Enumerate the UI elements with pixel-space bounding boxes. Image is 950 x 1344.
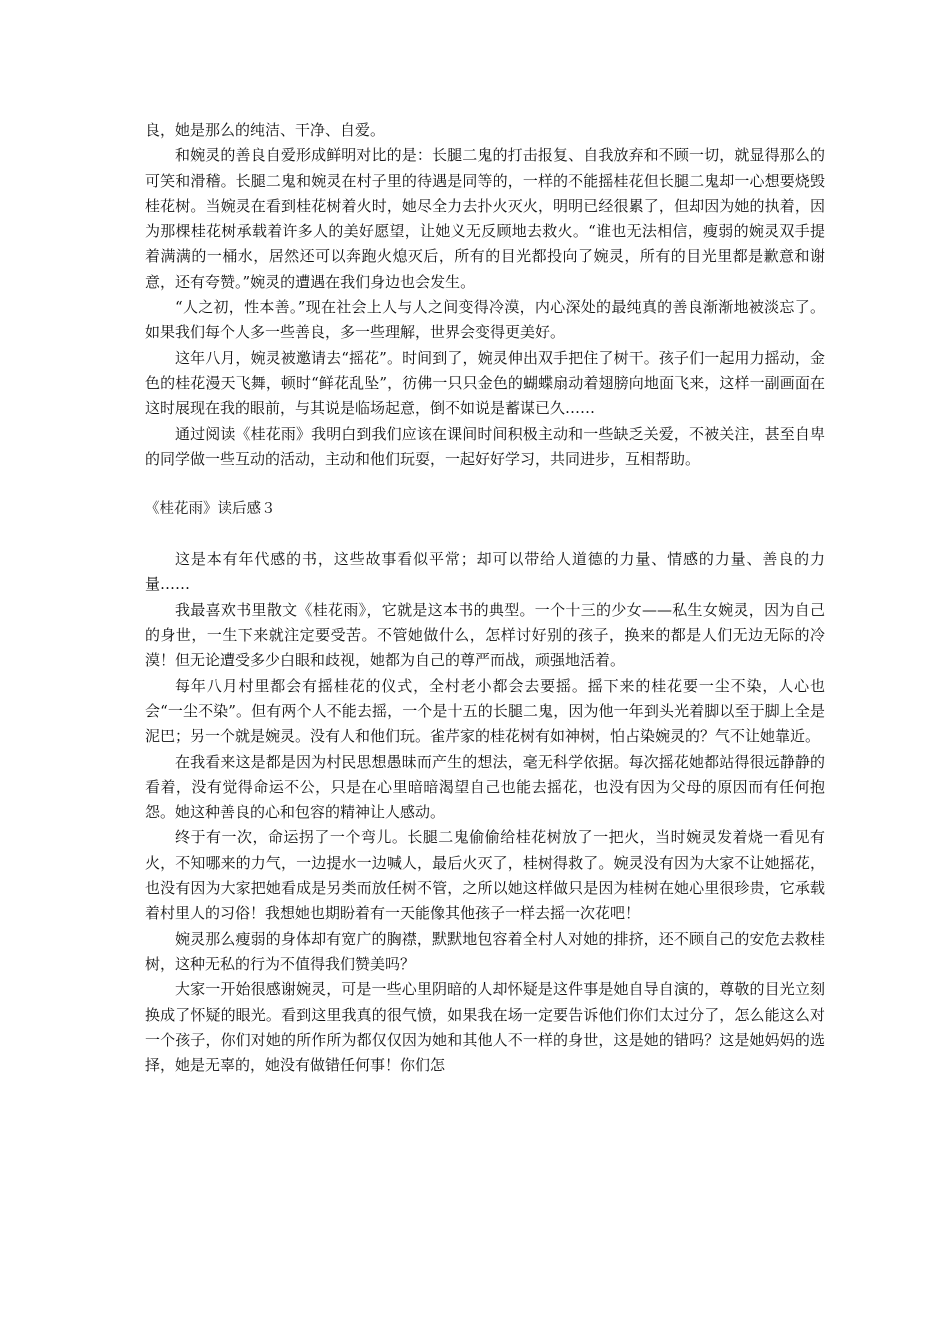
- paragraph: 在我看来这是都是因为村民思想愚昧而产生的想法，毫无科学依据。每次摇花她都站得很远静静的看着，没有觉得命运不公，只是在心里暗暗渴望自己也能去摇花，也没有因为父母的原因而有任何抱怨。她这种善良的心和包容的精神让人感动。: [145, 752, 825, 822]
- document-page: [145, 118, 825, 1078]
- paragraph: 良，她是那么的纯洁、干净、自爱。: [145, 121, 386, 139]
- paragraph: 这是本有年代感的书，这些故事看似平常；却可以带给人道德的力量、情感的力量、善良的力量……: [145, 550, 825, 594]
- paragraph: 大家一开始很感谢婉灵，可是一些心里阴暗的人却怀疑是这件事是她自导自演的，尊敬的目光立刻换成了怀疑的眼光。看到这里我真的很气愤，如果我在场一定要告诉他们你们太过分了，怎么能这么对一个孩子，你们对她的所作所为都仅仅因为她和其他人不一样的身世，这是她的错吗？这是她妈妈的选择，她是无辜的，她没有做错任何事！你们怎: [145, 980, 825, 1075]
- paragraph: 这年八月，婉灵被邀请去“摇花”。时间到了，婉灵伸出双手把住了树干。孩子们一起用力摇动，金色的桂花漫天飞舞，顿时“鲜花乱坠”，彷佛一只只金色的蝴蝶扇动着翅膀向地面飞来，这样一副画面在这时展现在我的眼前，与其说是临场起意，倒不如说是蓄谋已久……: [145, 348, 825, 418]
- paragraph: 通过阅读《桂花雨》我明白到我们应该在课间时间积极主动和一些缺乏关爱，不被关注，甚至自卑的同学做一些互动的活动，主动和他们玩耍，一起好好学习，共同进步，互相帮助。: [145, 424, 825, 468]
- paragraph: 终于有一次，命运拐了一个弯儿。长腿二鬼偷偷给桂花树放了一把火，当时婉灵发着烧一看见有火，不知哪来的力气，一边提水一边喊人，最后火灭了，桂树得救了。婉灵没有因为大家不让她摇花，也没有因为大家把她看成是另类而放任树不管，之所以她这样做只是因为桂树在她心里很珍贵，它承载着村里人的习俗！我想她也期盼着有一天能像其他孩子一样去摇一次花吧！: [145, 828, 825, 923]
- paragraph: “人之初，性本善。”现在社会上人与人之间变得冷漠，内心深处的最纯真的善良渐渐地被淡忘了。如果我们每个人多一些善良，多一些理解，世界会变得更美好。: [145, 298, 825, 342]
- paragraph: 我最喜欢书里散文《桂花雨》，它就是这本书的典型。一个十三的少女——私生女婉灵，因为自己的身世，一生下来就注定要受苦。不管她做什么，怎样讨好别的孩子，换来的都是人们无边无际的冷漠！但无论遭受多少白眼和歧视，她都为自己的尊严而战，顽强地活着。: [145, 600, 825, 670]
- paragraph: 和婉灵的善良自爱形成鲜明对比的是：长腿二鬼的打击报复、自我放弃和不顾一切，就显得那么的可笑和滑稽。长腿二鬼和婉灵在村子里的待遇是同等的，一样的不能摇桂花但长腿二鬼却一心想要烧毁桂花树。当婉灵在看到桂花树着火时，她尽全力去扑火灭火，明明已经很累了，但却因为她的执着，因为那棵桂花树承载着许多人的美好愿望，让她义无反顾地去救火。“谁也无法相信，瘦弱的婉灵双手提着满满的一桶水，居然还可以奔跑火熄灭后，所有的目光都投向了婉灵，所有的目光里都是歉意和谢意，还有夸赞。”婉灵的遭遇在我们身边也会发生。: [145, 146, 825, 291]
- paragraph: 每年八月村里都会有摇桂花的仪式，全村老小都会去要摇。摇下来的桂花要一尘不染，人心也会“一尘不染”。但有两个人不能去摇，一个是十五的长腿二鬼，因为他一年到头光着脚以至于脚上全是泥巴；另一个就是婉灵。没有人和他们玩。雀芹家的桂花树有如神树，怕占染婉灵的？气不让她靠近。: [145, 676, 825, 746]
- section-heading: 《桂花雨》读后感３: [145, 501, 276, 518]
- paragraph: 婉灵那么瘦弱的身体却有宽广的胸襟，默默地包容着全村人对她的排挤，还不顾自己的安危去救桂树，这种无私的行为不值得我们赞美吗？: [145, 929, 825, 973]
